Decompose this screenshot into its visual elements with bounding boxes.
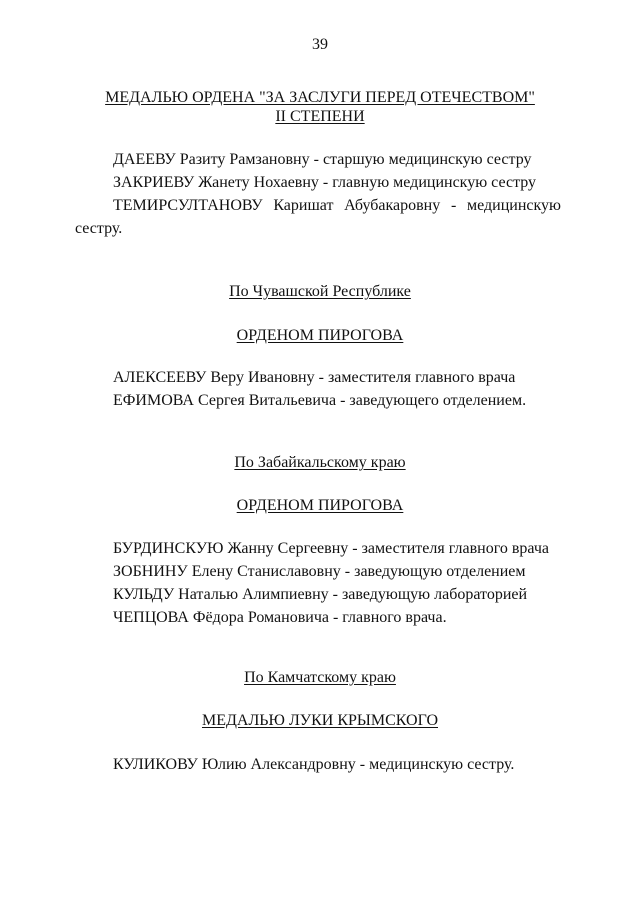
- region-heading: [0, 668, 640, 688]
- recipient-entry: ДАЕЕВУ Разиту Рамзановну - старшую медицинскую сестру: [113, 151, 532, 168]
- region-heading: [0, 282, 640, 302]
- region-heading: [0, 453, 640, 473]
- award-heading-text: II СТЕПЕНИ: [275, 108, 365, 125]
- recipient-entry: КУЛЬДУ Наталью Алимпиевну - заведующую лабораторией: [113, 586, 528, 603]
- award-heading-line-2: [0, 107, 640, 127]
- award-heading-line-1: [0, 88, 640, 108]
- recipient-entry: ЧЕПЦОВА Фёдора Романовича - главного врача.: [113, 609, 447, 626]
- award-heading-text: МЕДАЛЬЮ ОРДЕНА "ЗА ЗАСЛУГИ ПЕРЕД ОТЕЧЕСТВОМ": [105, 89, 535, 106]
- region-heading-text: По Камчатскому краю: [244, 669, 396, 686]
- recipient-entry: АЛЕКСЕЕВУ Веру Ивановну - заместителя главного врача: [113, 369, 516, 386]
- region-heading-text: По Чувашской Республике: [229, 283, 411, 300]
- recipient-entry: КУЛИКОВУ Юлию Александровну - медицинскую сестру.: [113, 756, 515, 773]
- recipient-entry-continuation: сестру.: [75, 220, 123, 237]
- recipient-entry: ТЕМИРСУЛТАНОВУ Каришат Абубакаровну - медицинскую: [113, 197, 561, 214]
- region-heading-text: По Забайкальскому краю: [234, 454, 406, 471]
- award-heading: [0, 326, 640, 346]
- recipient-entry: ЕФИМОВА Сергея Витальевича - заведующего отделением.: [113, 392, 527, 409]
- award-heading-text: ОРДЕНОМ ПИРОГОВА: [236, 497, 404, 514]
- recipient-entry: БУРДИНСКУЮ Жанну Сергеевну - заместителя главного врача: [113, 540, 550, 557]
- award-heading-text: МЕДАЛЬЮ ЛУКИ КРЫМСКОГО: [201, 712, 438, 729]
- recipient-entry: ЗАКРИЕВУ Жанету Нохаевну - главную медицинскую сестру: [113, 174, 537, 191]
- award-heading: [0, 711, 640, 731]
- award-heading-text: ОРДЕНОМ ПИРОГОВА: [236, 327, 404, 344]
- award-heading: [0, 496, 640, 516]
- recipient-entry: ЗОБНИНУ Елену Станиславовну - заведующую отделением: [113, 563, 526, 580]
- page-number: 39: [312, 36, 328, 53]
